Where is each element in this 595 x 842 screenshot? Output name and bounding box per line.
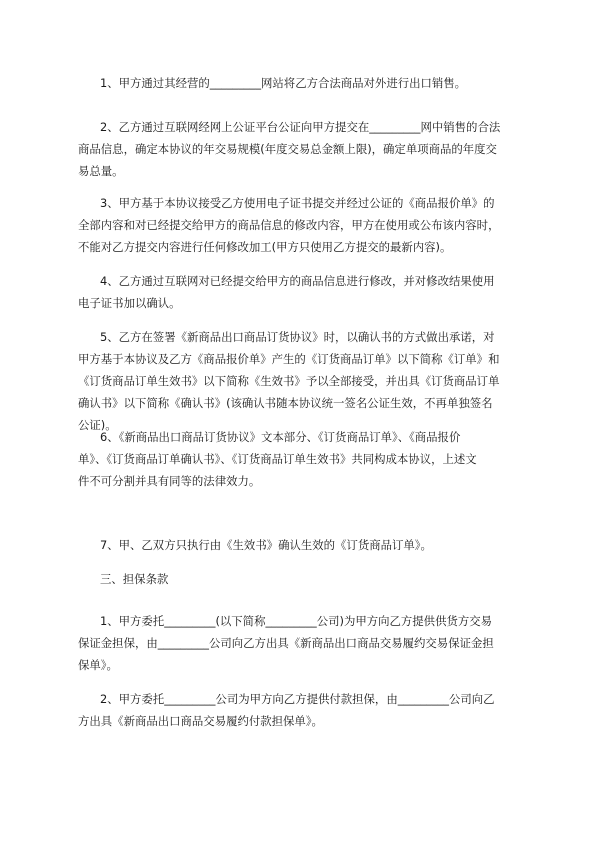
clause-paragraph [78,116,526,182]
text-line: 商品信息，确定本协议的年交易规模(年度交易总金额上限)，确定单项商品的年度交 [78,142,497,156]
text-line: 单》、《订货商品订单确认书》、《订货商品订单生效书》共同构成本协议，上述文 [78,452,477,466]
text-line: 确认书》以下简称《确认书》(该确认书随本协议统一签名公证生效，不再单独签名 [78,396,493,410]
text-line: 方出具《新商品出口商品交易履约付款担保单》。 [78,714,323,728]
text-line: 3、甲方基于本协议接受乙方使用电子证书提交并经过公证的《商品报价单》的 [100,196,495,210]
text-line: 1、甲方委托_________(以下简称_________公司)为甲方向乙方提供供货方交易 [100,614,493,628]
text-line: 不能对乙方提交内容进行任何修改加工(甲方只使用乙方提交的最新内容)。 [78,240,452,254]
text-line: 2、乙方通过互联网经网上公证平台公证向甲方提交在_________网中销售的合法 [100,120,501,134]
text-line: 5、乙方在签署《新商品出口商品订货协议》时，以确认书的方式做出承诺，对 [100,330,495,344]
clause-paragraph [78,270,526,314]
text-line: 4、乙方通过互联网对已经提交给甲方的商品信息进行修改，并对修改结果使用 [100,274,495,288]
clause-paragraph [78,610,526,676]
section-heading [78,568,526,590]
text-line: 全部内容和对已经提交给甲方的商品信息的修改内容，甲方在使用或公布该内容时， [78,218,500,232]
clause-paragraph [78,192,526,258]
text-line: 保证金担保，由_________公司向乙方出具《新商品出口商品交易履约交易保证金担 [78,636,494,650]
clause-paragraph [78,72,526,94]
text-line: 7、甲、乙双方只执行由《生效书》确认生效的《订货商品订单》。 [100,538,432,552]
text-line: 电子证书加以确认。 [78,296,181,310]
text-line: 1、甲方通过其经营的_________网站将乙方合法商品对外进行出口销售。 [100,76,467,90]
text-line: 2、甲方委托_________公司为甲方向乙方提供付款担保，由_________公司向乙 [100,692,495,706]
text-line: 6、《新商品出口商品订货协议》文本部分、《订货商品订单》、《商品报价 [100,430,461,444]
text-line: 件不可分割并具有同等的法律效力。 [78,474,261,488]
text-line: 《订货商品订单生效书》以下简称《生效书》予以全部接受，并出具《订货商品订单 [78,374,500,388]
text-line: 保单》。 [78,658,118,672]
clause-paragraph [78,326,526,436]
text-line: 三、担保条款 [100,572,169,586]
clause-paragraph [78,426,526,492]
text-line: 甲方基于本协议及乙方《商品报价单》产生的《订货商品订单》以下简称《订单》和 [78,352,500,366]
text-line: 易总量。 [78,164,124,178]
clause-paragraph [78,688,526,732]
clause-paragraph [78,534,526,556]
text-line: 公证)。 [78,418,117,432]
